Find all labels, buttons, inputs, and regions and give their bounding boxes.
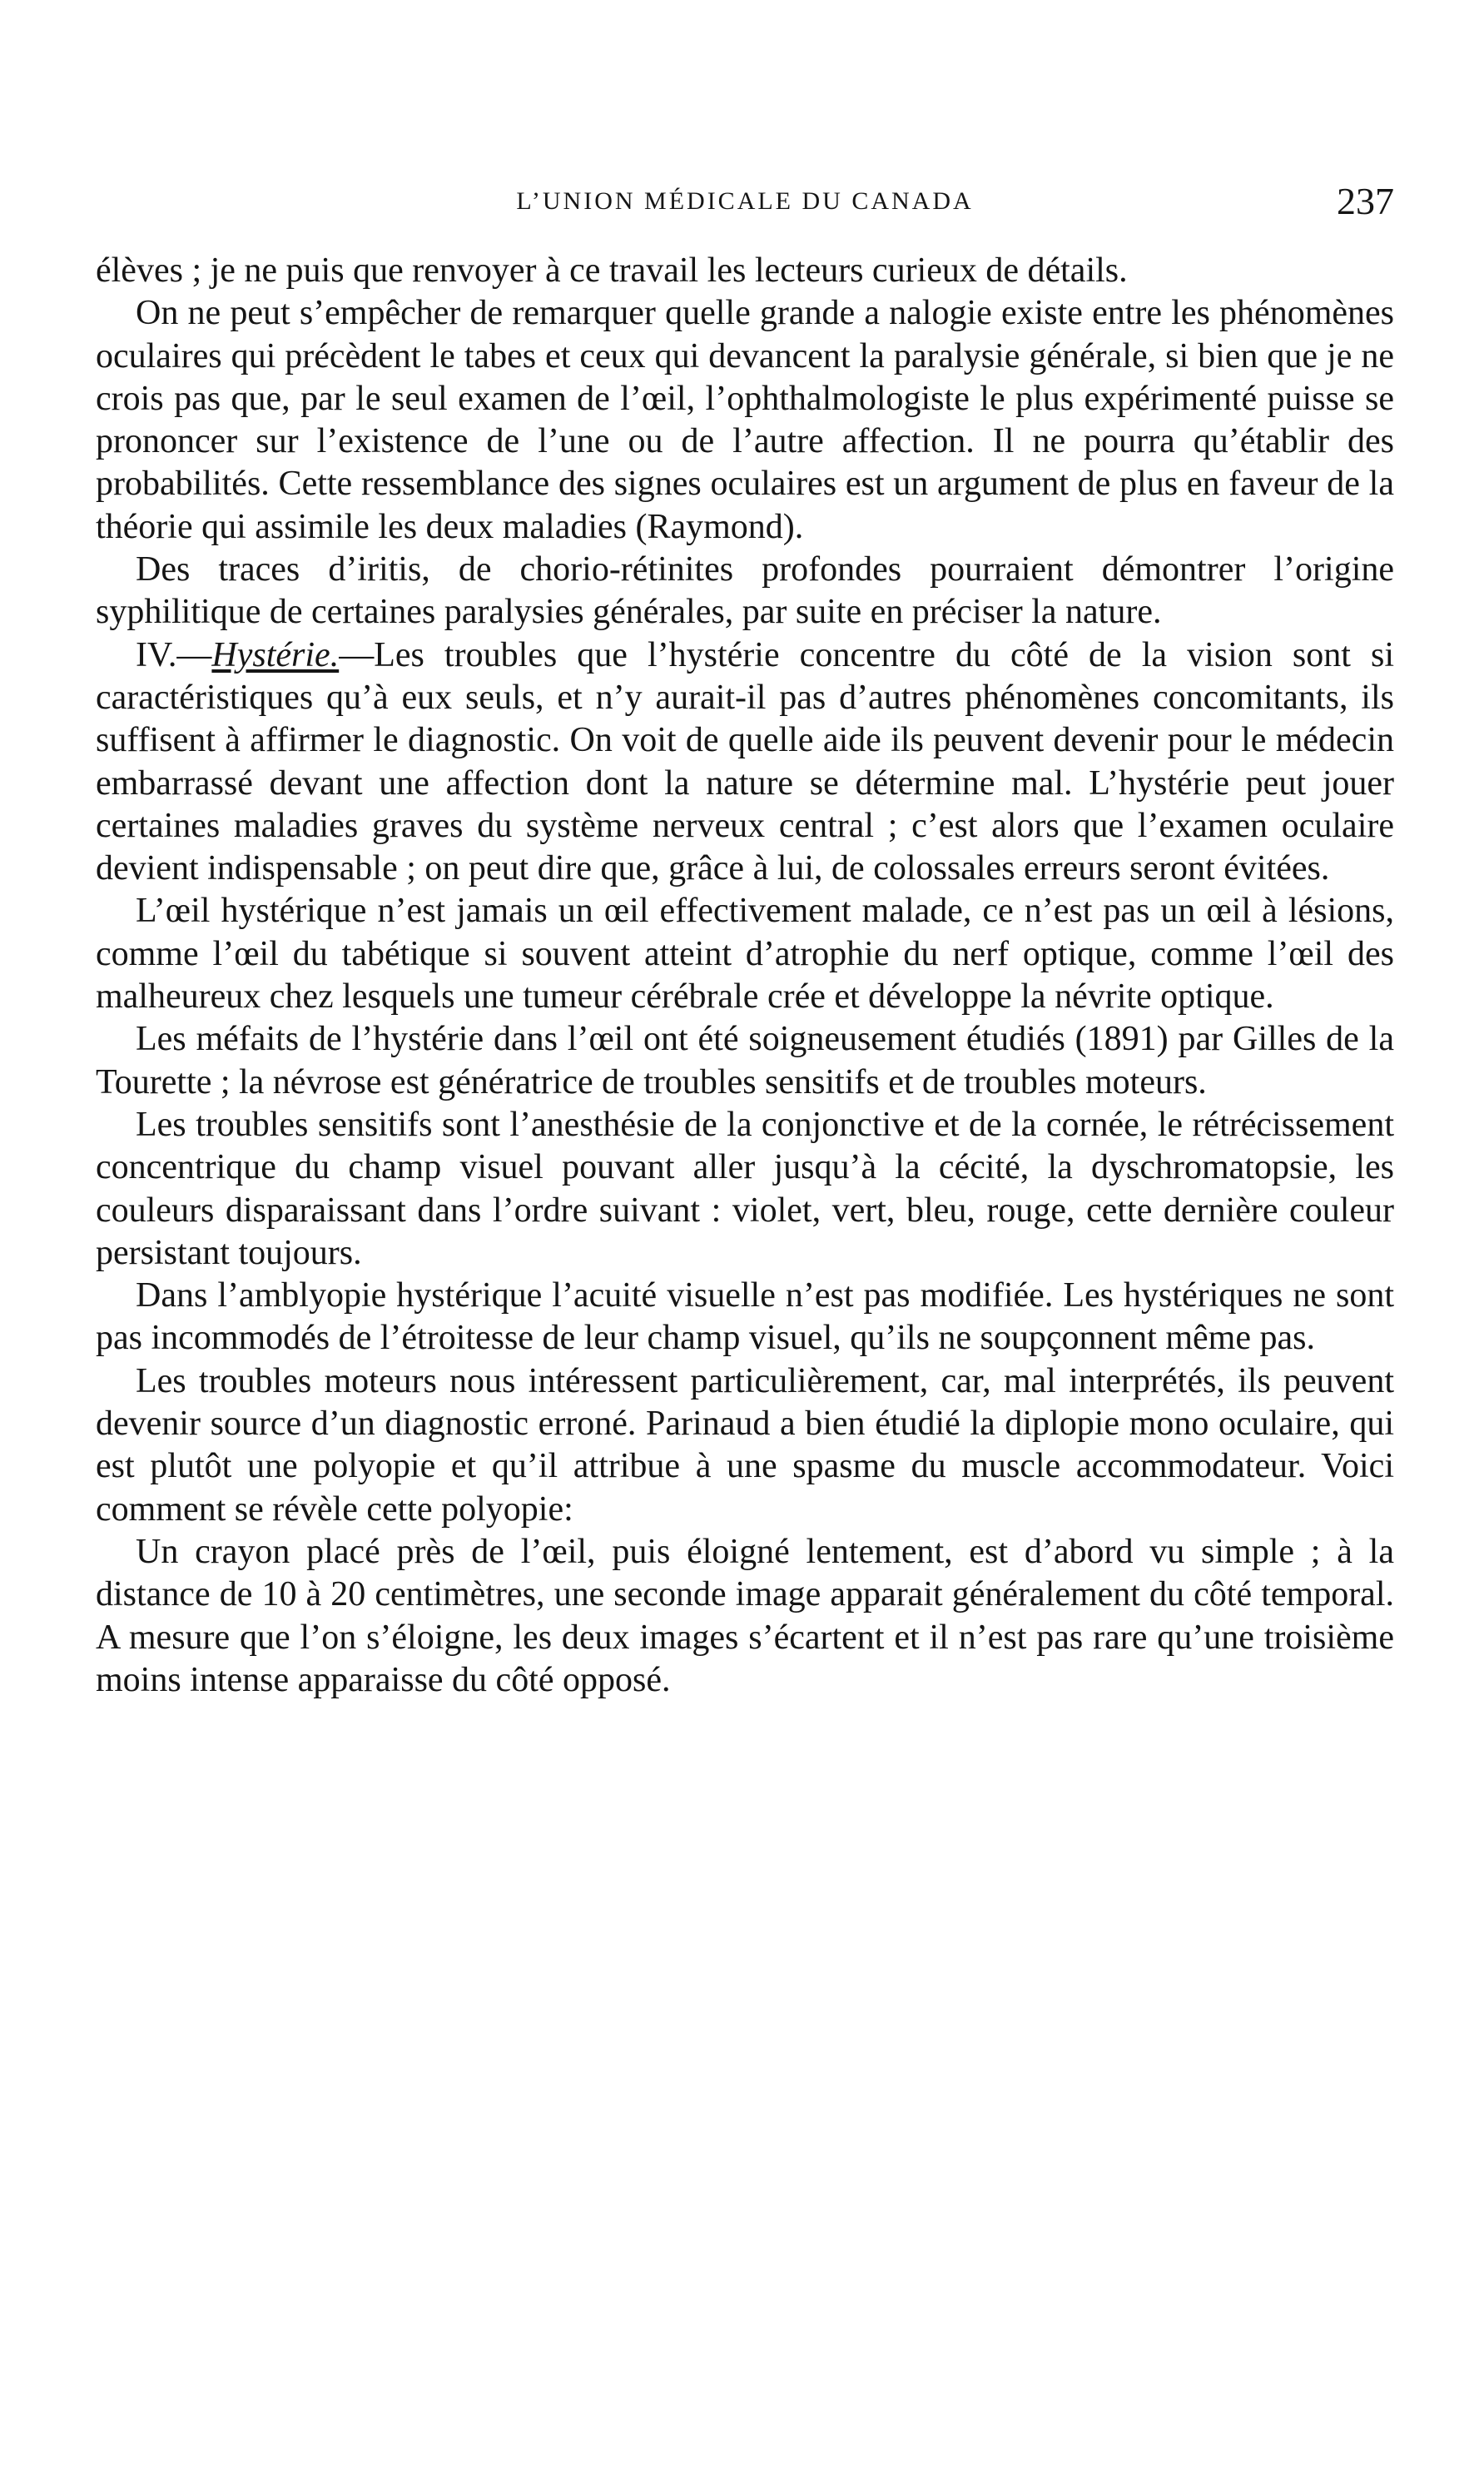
paragraph-2: On ne peut s’empêcher de remarquer quelle grande a nalogie existe entre les phénomènes oculaires qui précèdent le tabes et ceux qui devancent la paralysie générale, si bien que je ne crois pas que, par le seul examen de l’œil, l’ophthalmologiste le plus expérimenté puisse se prononcer sur l’existence de l’une ou de l’autre affection. Il ne pourra qu’établir des probabilités. Cette ressemblance des signes oculaires est un argument de plus en faveur de la théorie qui assimile les deux maladies (Raymond).	[96, 294, 1394, 546]
section-paragraph	[96, 634, 1394, 891]
paragraph-5: L’œil hystérique n’est jamais un œil effectivement malade, ce n’est pas un œil à lésions, comme l’œil du tabétique si souvent atteint d’atrophie du nerf optique, comme l’œil des malheureux chez lesquels une tumeur cérébrale crée et développe la névrite optique.	[96, 892, 1394, 1017]
paragraph-1: élèves ; je ne puis que renvoyer à ce travail les lecteurs curieux de détails.	[96, 251, 1128, 290]
section-title: Hystérie.	[211, 635, 340, 674]
paragraph-6: Les méfaits de l’hystérie dans l’œil ont été soigneusement étudiés (1891) par Gilles de la Tourette ; la névrose est génératrice de troubles sensitifs et de troubles moteurs.	[96, 1020, 1394, 1101]
paragraph-9: Les troubles moteurs nous intéressent particulièrement, car, mal interprétés, ils peuvent devenir source d’un diagnostic erroné. Parinaud a bien étudié la diplopie mono oculaire, qui est plutôt une polyopie et qu’il attribue à une spasme du muscle accommodateur. Voici comment se révèle cette polyopie:	[96, 1361, 1394, 1529]
running-head	[96, 177, 1394, 226]
paragraph-3: Des traces d’iritis, de chorio-rétinites profondes pourraient démontrer l’origine syphilitique de certaines paralysies générales, par suite en préciser la nature.	[96, 550, 1394, 632]
paragraph-10: Un crayon placé près de l’œil, puis éloigné lentement, est d’abord vu simple ; à la distance de 10 à 20 centimètres, une seconde image apparait généralement du côté temporal. A mesure que l’on s’éloigne, les deux images s’écartent et il n’est pas rare qu’une troisième moins intense apparaisse du côté opposé.	[96, 1532, 1394, 1699]
body-text	[96, 250, 1394, 2431]
section-number: IV.—	[136, 635, 212, 674]
section-text: —Les troubles que l’hystérie concentre du côté de la vision sont si caractéristiques qu’à eux seuls, et n’y aurait-il pas d’autres phénomènes concomitants, ils suffisent à affirmer le diagnostic. On voit de quelle aide ils peuvent devenir pour le médecin embarrassé devant une affection dont la nature se détermine mal. L’hystérie peut jouer certaines maladies graves du système nerveux central ; c’est alors que l’examen oculaire devient indispensable ; on peut dire que, grâce à lui, de colossales erreurs seront évitées.	[96, 635, 1394, 888]
page-number: 237	[1337, 180, 1394, 222]
paragraph-7: Les troubles sensitifs sont l’anesthésie de la conjonctive et de la cornée, le rétrécissement concentrique du champ visuel pouvant aller jusqu’à la cécité, la dyschromatopsie, les couleurs disparaissant dans l’ordre suivant : violet, vert, bleu, rouge, cette dernière couleur persistant toujours.	[96, 1105, 1394, 1272]
paragraph-8: Dans l’amblyopie hystérique l’acuité visuelle n’est pas modifiée. Les hystériques ne sont pas incommodés de l’étroitesse de leur champ visuel, qu’ils ne soupçonnent même pas.	[96, 1276, 1394, 1358]
running-title: L’UNION MÉDICALE DU CANADA	[516, 187, 974, 215]
